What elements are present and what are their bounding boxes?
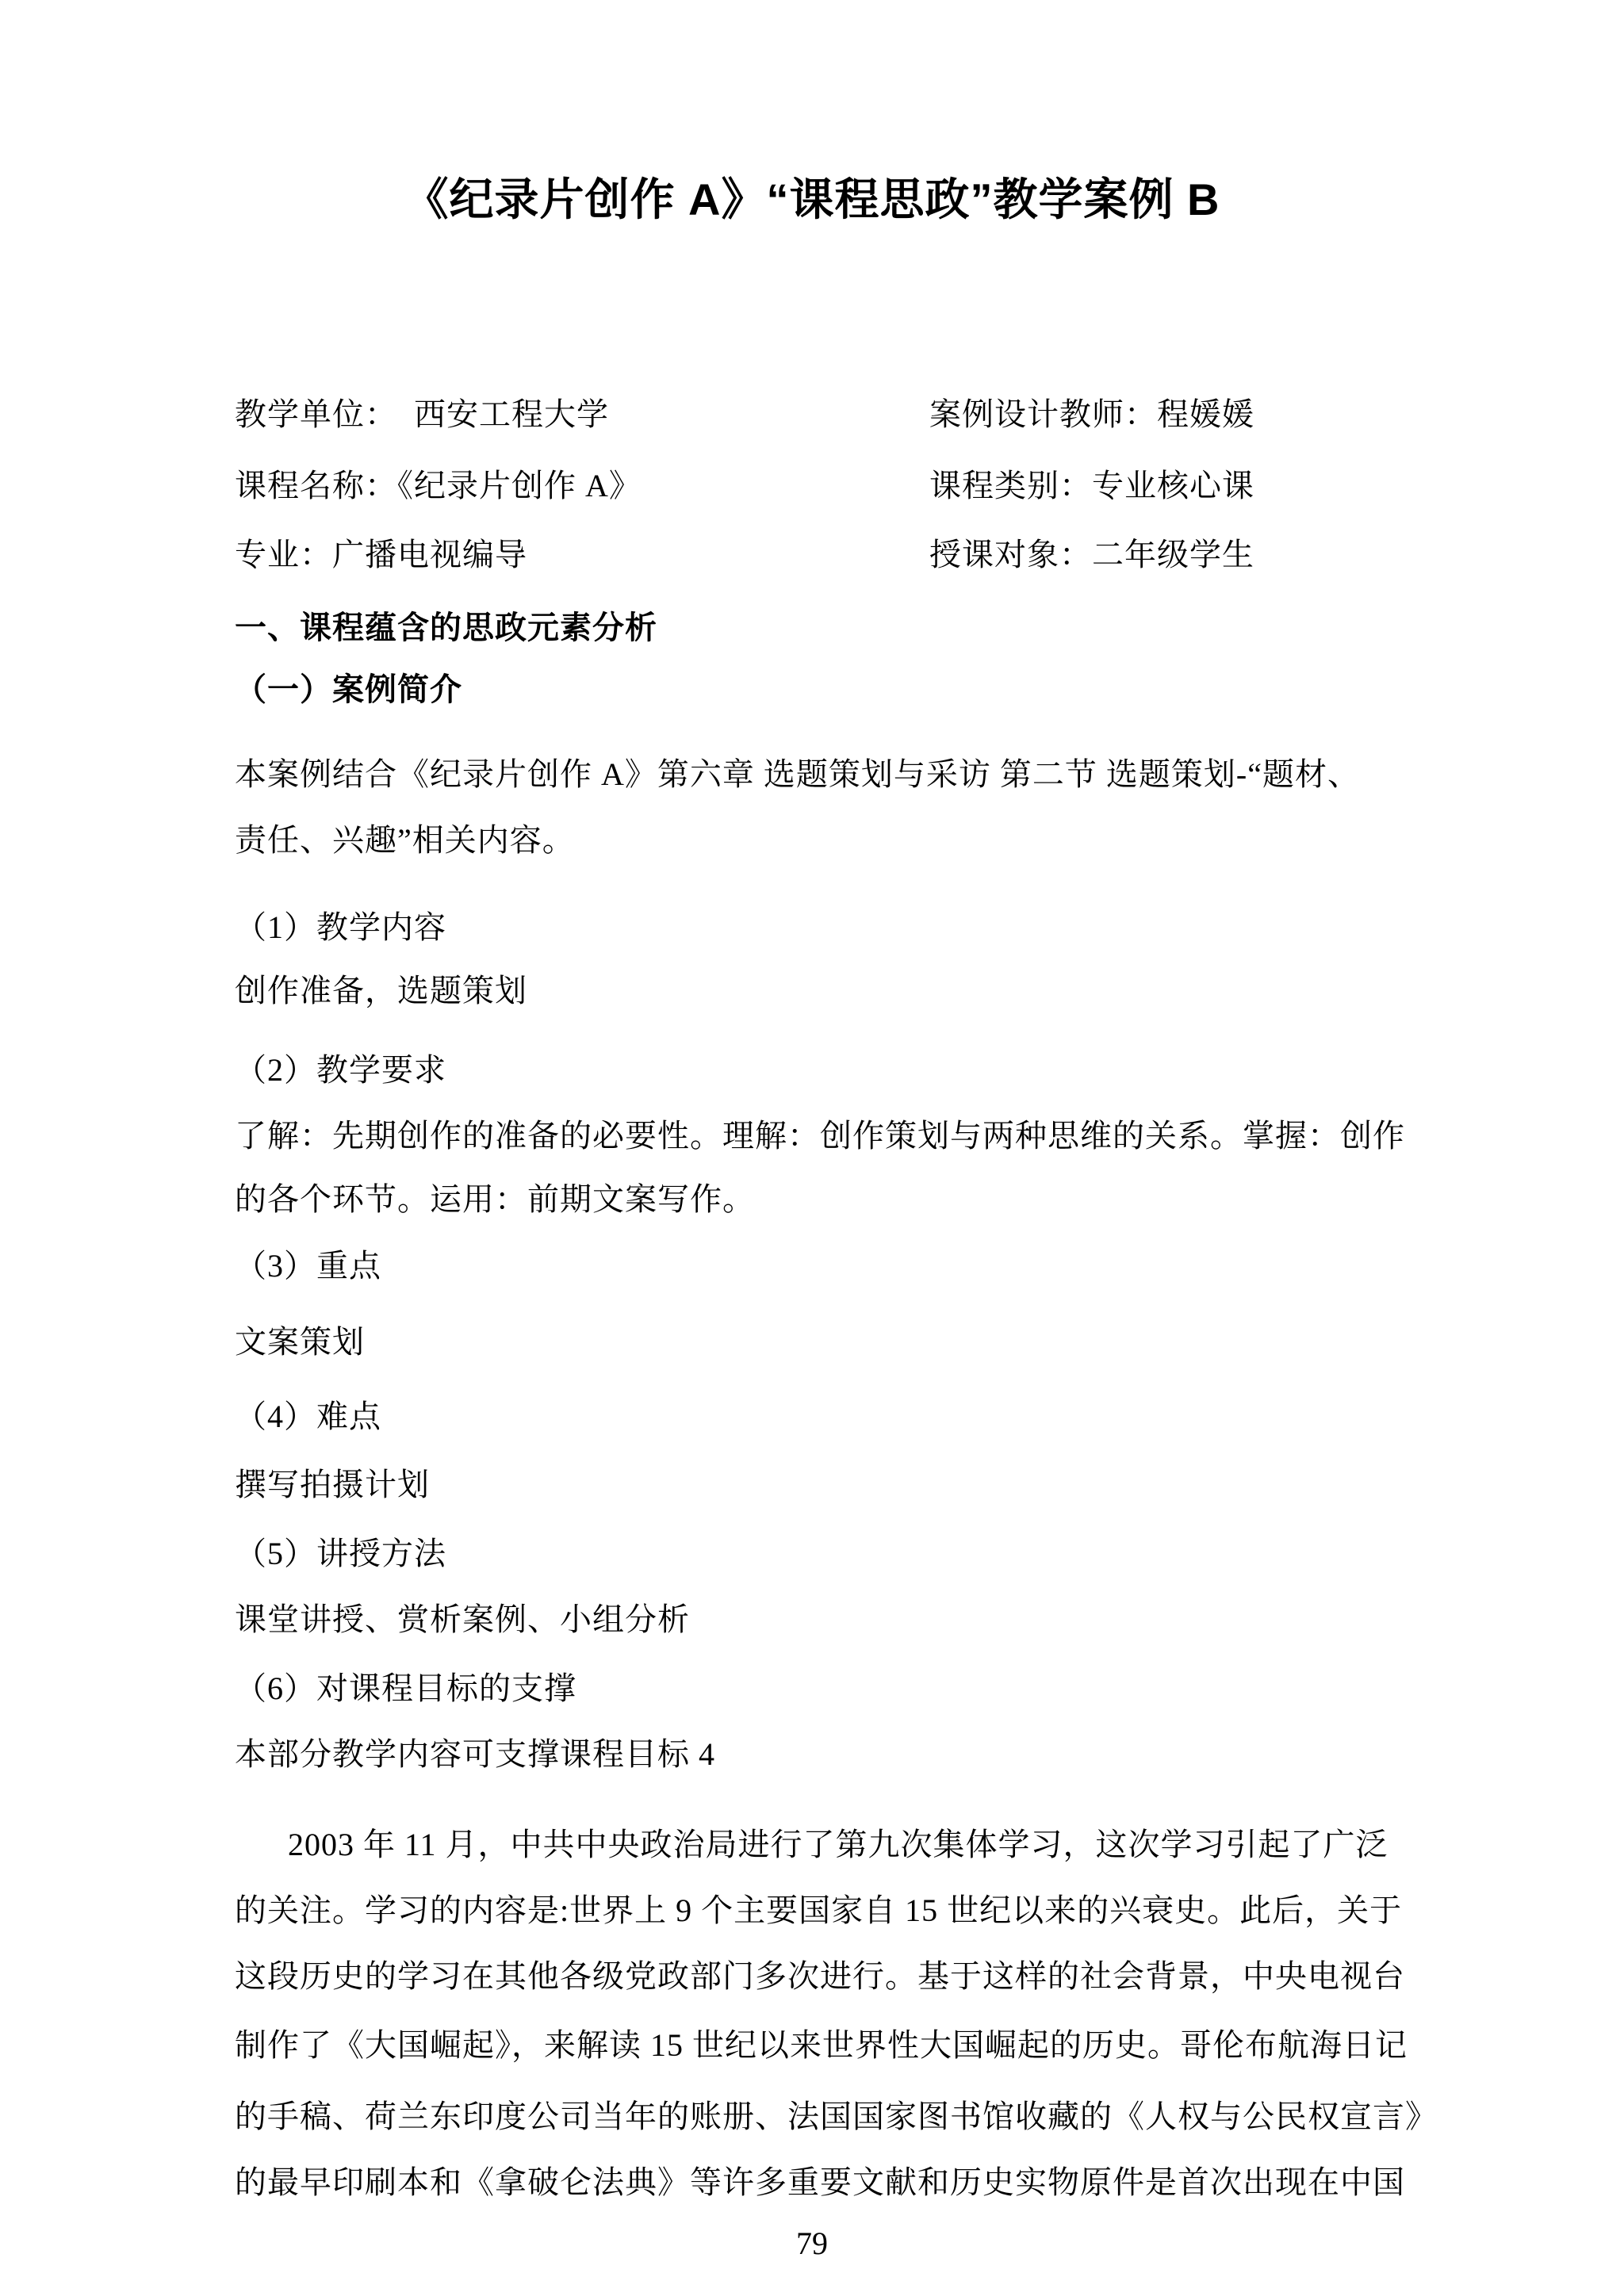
item2-label: （2）教学要求	[235, 1052, 446, 1088]
item4-label: （4）难点	[235, 1399, 381, 1434]
case-intro-line-2: 责任、兴趣”相关内容。	[235, 822, 575, 858]
background-paragraph-line-5: 的手稿、荷兰东印度公司当年的账册、法国国家图书馆收藏的《人权与公民权宣言》	[235, 2099, 1438, 2134]
info-row-case-designer: 案例设计教师：程媛媛	[929, 396, 1254, 432]
info-row-course-category: 课程类别：专业核心课	[929, 468, 1254, 503]
info-row-course-name: 课程名称：《纪录片创作 A》	[235, 468, 642, 503]
background-paragraph-line-6: 的最早印刷本和《拿破仑法典》等许多重要文献和历史实物原件是首次出现在中国	[235, 2164, 1405, 2200]
page-title: 《纪录片创作 A》“课程思政”教学案例 B	[404, 174, 1220, 224]
item5-body: 课堂讲授、赏析案例、小组分析	[235, 1601, 690, 1637]
item3-body: 文案策划	[235, 1324, 365, 1360]
item4-body: 撰写拍摄计划	[235, 1467, 430, 1502]
item3-label: （3）重点	[235, 1248, 381, 1284]
background-paragraph-line-1: 2003 年 11 月，中共中央政治局进行了第九次集体学习，这次学习引起了广泛	[288, 1827, 1388, 1862]
item2-body-line-2: 的各个环节。运用：前期文案写作。	[235, 1181, 755, 1217]
item2-body-line-1: 了解：先期创作的准备的必要性。理解：创作策划与两种思维的关系。掌握：创作	[235, 1118, 1405, 1154]
background-paragraph-line-4: 制作了《大国崛起》，来解读 15 世纪以来世界性大国崛起的历史。哥伦布航海日记	[235, 2027, 1408, 2063]
item1-label: （1）教学内容	[235, 909, 446, 945]
background-paragraph-line-3: 这段历史的学习在其他各级党政部门多次进行。基于这样的社会背景，中央电视台	[235, 1958, 1405, 1994]
page-number: 79	[796, 2225, 828, 2261]
info-row-audience: 授课对象：二年级学生	[929, 537, 1254, 572]
item6-body: 本部分教学内容可支撑课程目标 4	[235, 1736, 715, 1772]
item1-body: 创作准备，选题策划	[235, 973, 527, 1008]
section-heading-analysis: 一、课程蕴含的思政元素分析	[235, 610, 657, 645]
info-row-teaching-unit: 教学单位： 西安工程大学	[235, 396, 609, 432]
item5-label: （5）讲授方法	[235, 1536, 446, 1571]
case-intro-line-1: 本案例结合《纪录片创作 A》第六章 选题策划与采访 第二节 选题策划-“题材、	[235, 756, 1360, 792]
item6-label: （6）对课程目标的支撑	[235, 1670, 576, 1706]
subsection-heading-case-intro: （一）案例简介	[235, 672, 462, 707]
background-paragraph-line-2: 的关注。学习的内容是:世界上 9 个主要国家自 15 世纪以来的兴衰史。此后，关于	[235, 1892, 1403, 1928]
info-row-major: 专业：广播电视编导	[235, 537, 527, 572]
